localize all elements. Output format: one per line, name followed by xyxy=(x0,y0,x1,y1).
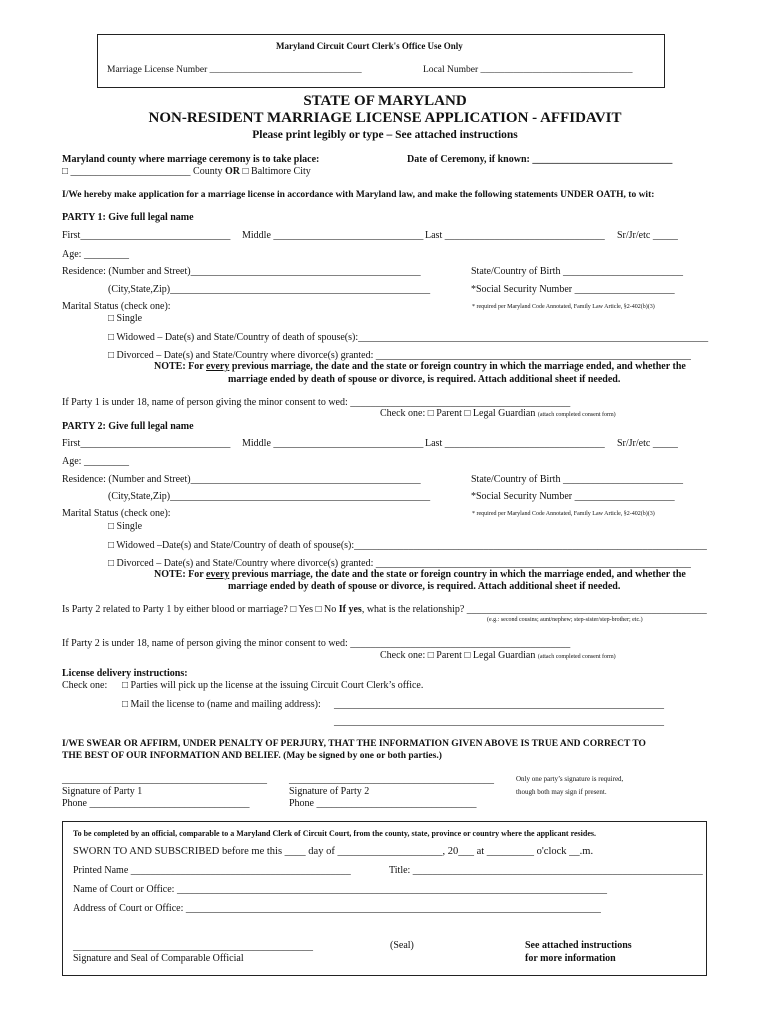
license-number-field[interactable]: Marriage License Number ________________________________ xyxy=(107,65,362,75)
party2-state-of-birth[interactable]: State/Country of Birth ________________________ xyxy=(471,474,683,485)
attach-consent-note: (attach completed consent form) xyxy=(537,654,616,660)
note-rest: previous marriage, the date and the state or foreign country in which the marriage ended, and whether the xyxy=(229,569,686,580)
party2-last-name[interactable]: Last ________________________________ xyxy=(425,438,605,449)
ceremony-date-field[interactable]: Date of Ceremony, if known: ____________________________ xyxy=(407,154,673,165)
party1-suffix[interactable]: Sr/Jr/etc _____ xyxy=(617,230,678,241)
note-prefix: NOTE: For xyxy=(154,361,207,372)
local-number-field[interactable]: Local Number ________________________________ xyxy=(423,65,633,75)
signature-note-line2: though both may sign if present. xyxy=(516,788,607,796)
party1-first-name[interactable]: First______________________________ xyxy=(62,230,231,241)
check-one-label: Check one: □ Parent □ Legal Guardian xyxy=(380,650,538,661)
party1-note xyxy=(154,361,686,372)
see-attached-line1: See attached instructions xyxy=(525,940,632,951)
pickup-checkbox[interactable]: □ Parties will pick up the license at the issuing Circuit Court Clerk’s office. xyxy=(122,680,424,691)
party1-middle-name[interactable]: Middle ______________________________ xyxy=(242,230,424,241)
note-every: every xyxy=(206,569,230,580)
party1-marital-label: Marital Status (check one): xyxy=(62,301,171,312)
official-section-header: To be completed by an official, comparable to a Maryland Clerk of Circuit Court, from the county, state, province or country where the applicant resides. xyxy=(73,829,596,838)
mail-address-line2[interactable]: __________________________________________________________________ xyxy=(334,716,664,727)
party2-middle-name[interactable]: Middle ______________________________ xyxy=(242,438,424,449)
party2-first-name[interactable]: First______________________________ xyxy=(62,438,231,449)
form-title: NON-RESIDENT MARRIAGE LICENSE APPLICATION - AFFIDAVIT xyxy=(148,110,622,126)
county-line: □ ________________________ County xyxy=(62,166,225,177)
party1-heading: PARTY 1: Give full legal name xyxy=(62,212,194,223)
official-printed-name[interactable]: Printed Name ____________________________________________ xyxy=(73,865,351,876)
mail-checkbox[interactable]: □ Mail the license to (name and mailing address): xyxy=(122,699,321,710)
ceremony-county-field[interactable] xyxy=(62,166,311,177)
office-use-title: Maryland Circuit Court Clerk's Office Use Only xyxy=(276,41,463,51)
relationship-examples: (e.g.: second cousins; aunt/nephew; step-sister/step-brother; etc.) xyxy=(487,617,643,623)
party1-state-of-birth[interactable]: State/Country of Birth ________________________ xyxy=(471,266,683,277)
seal-label: (Seal) xyxy=(390,940,414,951)
party2-suffix[interactable]: Sr/Jr/etc _____ xyxy=(617,438,678,449)
ceremony-county-label: Maryland county where marriage ceremony is to take place: xyxy=(62,154,320,165)
party1-residence[interactable]: Residence: (Number and Street)______________________________________________ xyxy=(62,266,421,277)
party1-single-checkbox[interactable]: □ Single xyxy=(108,313,143,324)
party2-note-line2: marriage ended by death of spouse or divorce, is required. Attach additional sheet if needed. xyxy=(228,581,621,592)
party2-age[interactable]: Age: _________ xyxy=(62,456,129,467)
note-prefix: NOTE: For xyxy=(154,569,207,580)
party1-signature-label: Signature of Party 1 xyxy=(62,786,143,797)
check-one-label: Check one: □ Parent □ Legal Guardian xyxy=(380,408,538,419)
court-address-field[interactable]: Address of Court or Office: ___________________________________________________________________________________ xyxy=(73,903,601,914)
party2-signature-label: Signature of Party 2 xyxy=(289,786,370,797)
related-yes-no[interactable]: Is Party 2 related to Party 1 by either blood or marriage? □ Yes □ No xyxy=(62,604,339,615)
party1-divorced-checkbox[interactable]: □ Divorced – Date(s) and State/Country where divorce(s) granted: _______________________________________________________________ xyxy=(108,350,691,361)
party2-related-question[interactable] xyxy=(62,604,707,615)
official-title[interactable]: Title: __________________________________________________________ xyxy=(389,865,703,876)
party1-signature-line[interactable]: _________________________________________ xyxy=(62,774,267,785)
party1-minor-consent[interactable]: If Party 1 is under 18, name of person giving the minor consent to wed: ____________________________________________ xyxy=(62,397,571,408)
relationship-field[interactable]: , what is the relationship? ________________________________________________ xyxy=(361,604,707,615)
oath-statement: I/We hereby make application for a marriage license in accordance with Maryland law, and make the following statements UNDER OATH, to wit: xyxy=(62,190,655,200)
party1-widowed-checkbox[interactable]: □ Widowed – Date(s) and State/Country of death of spouse(s):______________________________________________________________________ xyxy=(108,332,709,343)
official-signature-label: Signature and Seal of Comparable Official xyxy=(73,953,244,964)
note-rest: previous marriage, the date and the state or foreign country in which the marriage ended, and whether the xyxy=(229,361,686,372)
party2-minor-consent[interactable]: If Party 2 is under 18, name of person giving the minor consent to wed: ____________________________________________ xyxy=(62,638,571,649)
party1-age[interactable]: Age: _________ xyxy=(62,249,129,260)
or-text: OR xyxy=(225,166,240,177)
court-name-field[interactable]: Name of Court or Office: ______________________________________________________________________________________ xyxy=(73,884,607,895)
sworn-subscribed-field[interactable]: SWORN TO AND SUBSCRIBED before me this ____ day of ____________________, 20___ at _________ o'clock __.m. xyxy=(73,846,594,857)
party2-note xyxy=(154,569,686,580)
party1-consent-type[interactable] xyxy=(380,408,616,419)
party2-phone[interactable]: Phone ________________________________ xyxy=(289,798,477,809)
party1-last-name[interactable]: Last ________________________________ xyxy=(425,230,605,241)
swear-statement-line1: I/WE SWEAR OR AFFIRM, UNDER PENALTY OF PERJURY, THAT THE INFORMATION GIVEN ABOVE IS TRUE AND CORRECT TO xyxy=(62,739,646,749)
delivery-check-one: Check one: xyxy=(62,680,108,691)
party2-widowed-checkbox[interactable]: □ Widowed –Date(s) and State/Country of death of spouse(s):_______________________________________________________________________ xyxy=(108,540,707,551)
party1-city-state-zip[interactable]: (City,State,Zip)____________________________________________________ xyxy=(108,284,431,295)
party2-ssn[interactable]: *Social Security Number ____________________ xyxy=(471,491,675,502)
party1-ssn[interactable]: *Social Security Number ____________________ xyxy=(471,284,675,295)
party2-required-note: * required per Maryland Code Annotated, Family Law Article, §2-402(b)(3) xyxy=(472,511,655,517)
delivery-heading: License delivery instructions: xyxy=(62,668,188,679)
signature-note-line1: Only one party’s signature is required, xyxy=(516,775,624,783)
party2-city-state-zip[interactable]: (City,State,Zip)____________________________________________________ xyxy=(108,491,431,502)
party1-phone[interactable]: Phone ________________________________ xyxy=(62,798,250,809)
print-instructions: Please print legibly or type – See attached instructions xyxy=(252,129,518,141)
note-every: every xyxy=(206,361,230,372)
attach-consent-note: (attach completed consent form) xyxy=(537,412,616,418)
state-heading: STATE OF MARYLAND xyxy=(303,93,467,109)
swear-statement-line2: THE BEST OF OUR INFORMATION AND BELIEF. (May be signed by one or both parties.) xyxy=(62,751,442,761)
party2-consent-type[interactable] xyxy=(380,650,616,661)
official-signature-line[interactable]: ________________________________________________ xyxy=(73,941,313,952)
mail-address-line1[interactable]: __________________________________________________________________ xyxy=(334,699,664,710)
party2-marital-label: Marital Status (check one): xyxy=(62,508,171,519)
if-yes-label: If yes xyxy=(338,604,362,615)
party1-note-line2: marriage ended by death of spouse or divorce, is required. Attach additional sheet if needed. xyxy=(228,374,621,385)
party2-residence[interactable]: Residence: (Number and Street)______________________________________________ xyxy=(62,474,421,485)
baltimore-city-checkbox[interactable]: □ Baltimore City xyxy=(240,166,311,177)
party1-required-note: * required per Maryland Code Annotated, Family Law Article, §2-402(b)(3) xyxy=(472,304,655,310)
party2-heading: PARTY 2: Give full legal name xyxy=(62,421,194,432)
party2-signature-line[interactable]: _________________________________________ xyxy=(289,774,494,785)
party2-divorced-checkbox[interactable]: □ Divorced – Date(s) and State/Country where divorce(s) granted: _______________________________________________________________ xyxy=(108,558,691,569)
see-attached-line2: for more information xyxy=(525,953,616,964)
party2-single-checkbox[interactable]: □ Single xyxy=(108,521,143,532)
